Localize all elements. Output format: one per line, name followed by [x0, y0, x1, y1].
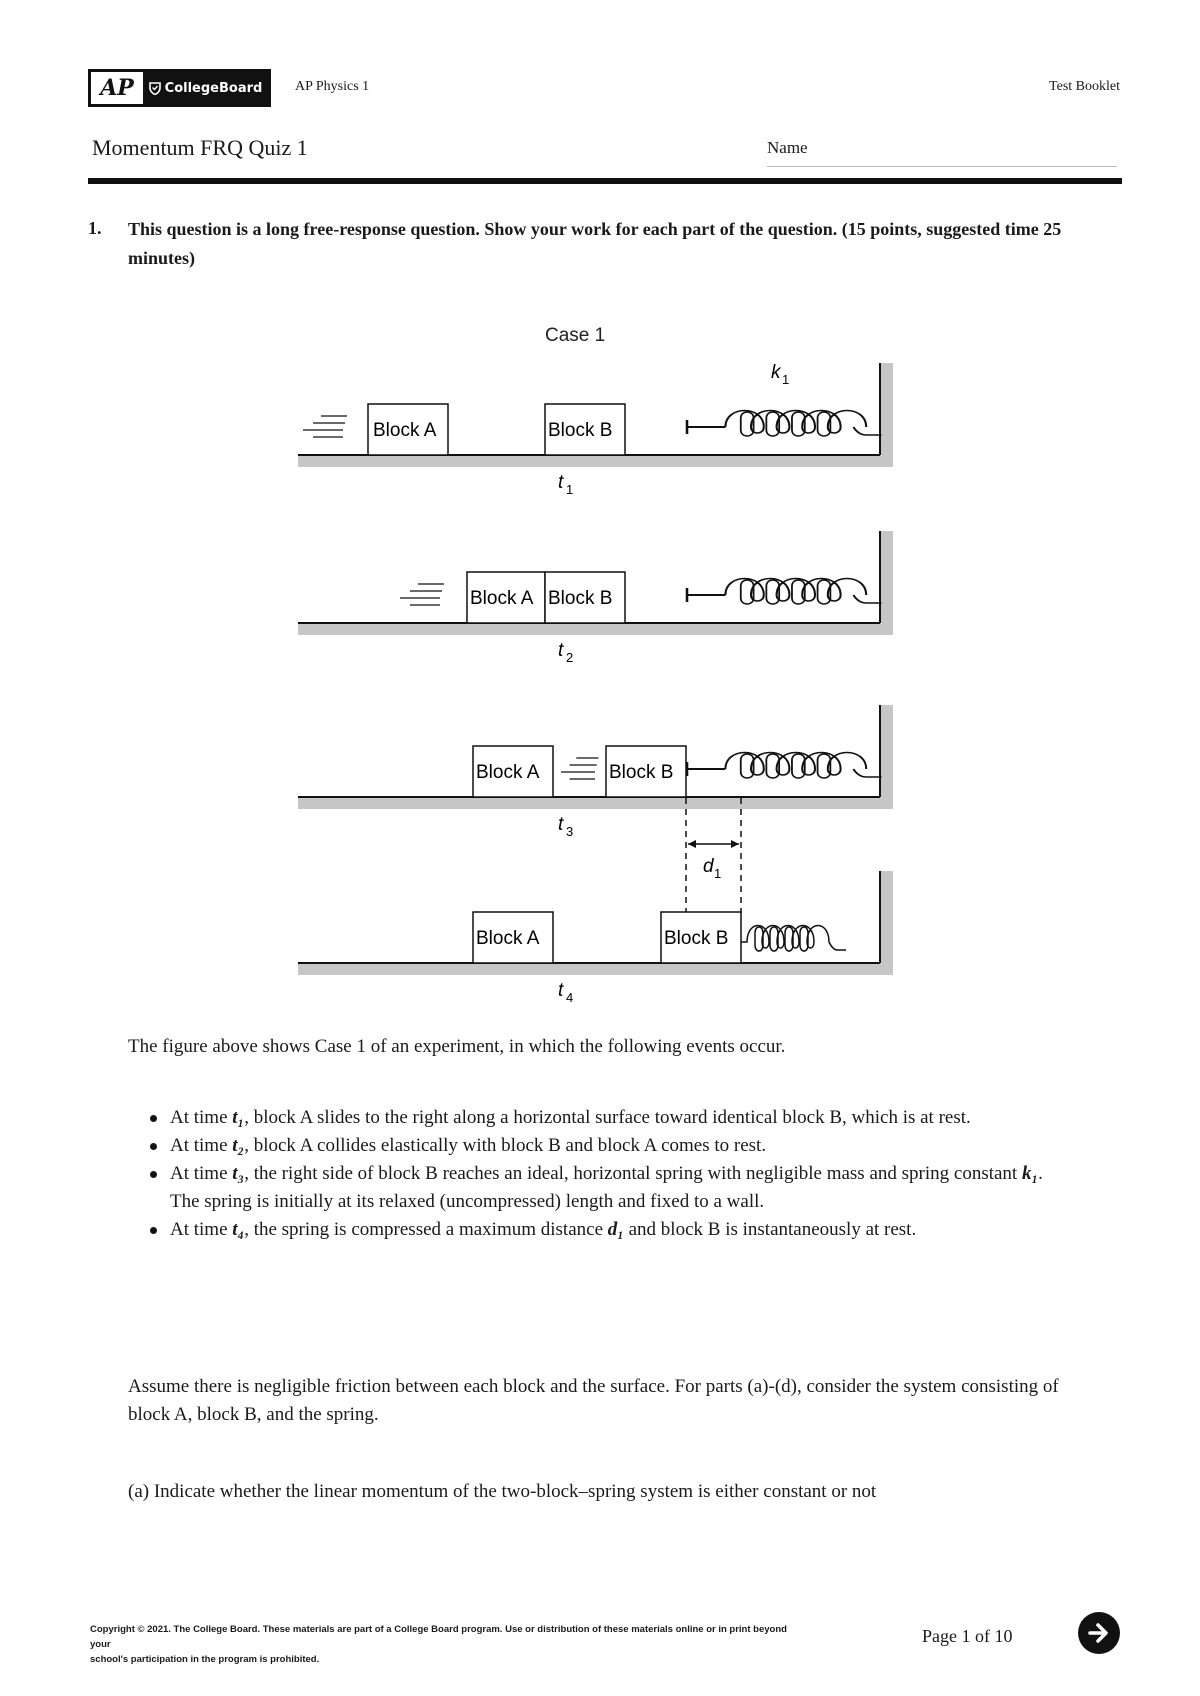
panel-t2	[298, 531, 893, 665]
compressed-spring	[741, 926, 846, 952]
wall-shadow	[880, 531, 893, 635]
question-number: 1.	[88, 218, 102, 238]
spring	[687, 579, 882, 605]
spring-constant-sub: 1	[782, 372, 790, 387]
next-page-button[interactable]	[1078, 1612, 1120, 1654]
time-sub: 3	[566, 824, 574, 839]
panel-t4	[298, 871, 893, 1005]
floor-shadow	[298, 455, 893, 467]
block-b-label: Block B	[548, 588, 613, 609]
motion-lines-a	[400, 584, 444, 605]
spring	[687, 753, 882, 779]
time-label: t	[558, 640, 564, 661]
name-label: Name	[767, 138, 808, 157]
block-a-label: Block A	[373, 420, 437, 441]
subject-label: AP Physics 1	[295, 79, 370, 94]
booklet-label: Test Booklet	[1049, 79, 1120, 94]
motion-lines-b	[561, 758, 598, 779]
distance-sub: 1	[714, 866, 722, 881]
arrow-right-icon	[1086, 1620, 1112, 1646]
wall-shadow	[880, 363, 893, 467]
header-divider	[88, 178, 1122, 184]
block-b-label: Block B	[548, 420, 613, 441]
name-field-line[interactable]	[767, 166, 1117, 167]
block-a-label: Block A	[476, 762, 540, 783]
copyright-notice: Copyright © 2021. The College Board. These materials are part of a College Board program. Use or distribution of these materials online or in print beyond your school's participation in the program is prohibited.	[90, 1624, 787, 1665]
panel-t1	[298, 362, 893, 497]
time-sub: 2	[566, 650, 574, 665]
list-item: At time t₁, block A slides to the right along a horizontal surface toward identical block B, which is at rest.	[170, 1104, 1070, 1132]
spring	[687, 411, 882, 437]
ap-collegeboard-logo	[88, 69, 271, 107]
list-item: At time t₄, the spring is compressed a maximum distance d₁ and block B is instantaneously at rest.	[170, 1216, 1070, 1244]
page-title: Momentum FRQ Quiz 1	[92, 135, 308, 160]
floor-shadow	[298, 797, 893, 809]
floor-shadow	[298, 963, 893, 975]
ap-logo-mark: AP	[91, 72, 143, 104]
part-a-prompt: (a) Indicate whether the linear momentum of the two-block–spring system is either constant or not	[128, 1481, 877, 1502]
wall-shadow	[880, 871, 893, 975]
time-label: t	[558, 472, 564, 493]
page-number: Page 1 of 10	[922, 1626, 1013, 1646]
wall-shadow	[880, 705, 893, 809]
intro-paragraph: The figure above shows Case 1 of an experiment, in which the following events occur.	[128, 1036, 786, 1057]
block-a-label: Block A	[470, 588, 534, 609]
time-sub: 1	[566, 482, 574, 497]
question-prompt: This question is a long free-response question. Show your work for each part of the question. (15 points, suggested time 25 minutes)	[128, 219, 1062, 268]
spring-constant-label: k	[771, 362, 781, 383]
collegeboard-wordmark: CollegeBoard	[164, 80, 263, 96]
case-1-figure	[285, 318, 925, 1008]
collegeboard-logo	[143, 72, 268, 104]
time-label: t	[558, 980, 564, 1001]
panel-t3	[298, 705, 893, 839]
time-label: t	[558, 814, 564, 835]
floor-shadow	[298, 623, 893, 635]
list-item: At time t₂, block A collides elastically with block B and block A comes to rest.	[170, 1132, 1070, 1160]
block-b-label: Block B	[664, 928, 729, 949]
block-a-label: Block A	[476, 928, 540, 949]
assumption-paragraph: Assume there is negligible friction between each block and the surface. For parts (a)-(d), consider the system consisting of block A, block B, and the spring.	[128, 1376, 1059, 1425]
distance-label: d	[703, 856, 714, 877]
figure-title: Case 1	[545, 325, 606, 346]
event-list	[170, 1104, 1070, 1244]
shield-icon	[149, 82, 161, 95]
list-item: At time t₃, the right side of block B reaches an ideal, horizontal spring with negligible mass and spring constant k₁. The spring is initially at its relaxed (uncompressed) length and fixed to a wall.	[170, 1160, 1070, 1216]
block-b-label: Block B	[609, 762, 674, 783]
motion-lines-a	[303, 416, 347, 437]
time-sub: 4	[566, 990, 574, 1005]
